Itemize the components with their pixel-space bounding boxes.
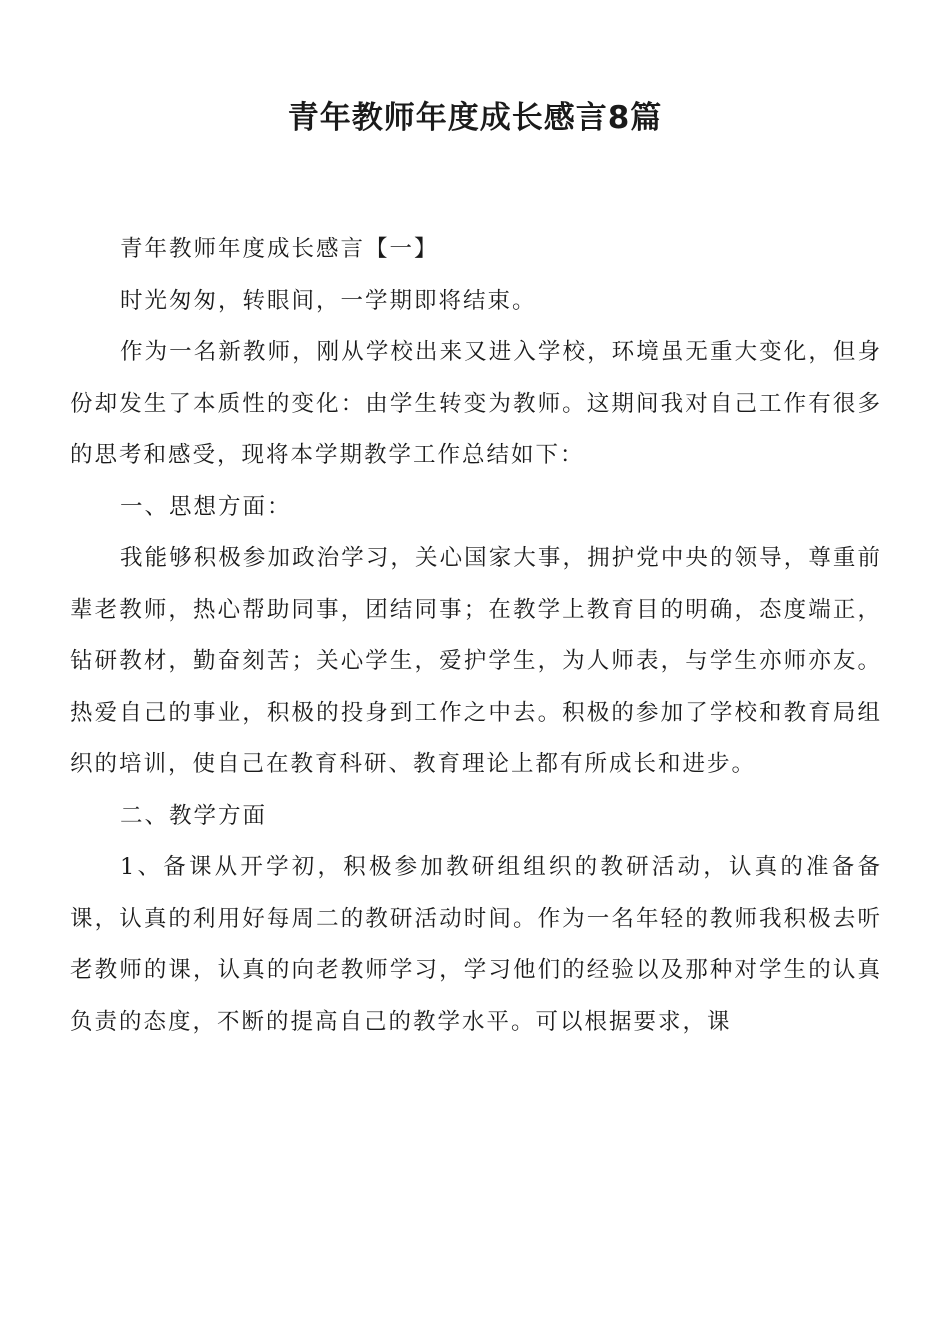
paragraph-thought: 我能够积极参加政治学习，关心国家大事，拥护党中央的领导，尊重前辈老教师，热心帮助同事，团结同事；在教学上教育目的明确，态度端正，钻研教材，勤奋刻苦；关心学生，爱护学生，为人师表，与学生亦师亦友。热爱自己的事业，积极的投身到工作之中去。积极的参加了学校和教育局组织的培训，使自己在教育科研、教育理论上都有所成长和进步。 (70, 545, 882, 777)
document-title: 青年教师年度成长感言8篇 (287, 100, 663, 136)
heading-thought: 一、思想方面： (120, 493, 292, 520)
paragraph-new-teacher: 作为一名新教师，刚从学校出来又进入学校，环境虽无重大变化，但身份却发生了本质性的变化：由学生转变为教师。这期间我对自己工作有很多的思考和感受，现将本学期教学工作总结如下： (70, 339, 882, 468)
paragraph-lesson-prep: 1、备课从开学初，积极参加教研组组织的教研活动，认真的准备备课，认真的利用好每周二的教研活动时间。作为一名年轻的教师我积极去听老教师的课，认真的向老教师学习，学习他们的经验以及那种对学生的认真负责的态度，不断的提高自己的教学水平。可以根据要求，课 (70, 854, 882, 1035)
heading-teaching: 二、教学方面 (120, 802, 268, 829)
paragraph-intro: 时光匆匆，转眼间，一学期即将结束。 (120, 287, 537, 314)
section-heading-one: 青年教师年度成长感言【一】 (120, 236, 439, 262)
document-body (70, 224, 882, 1048)
